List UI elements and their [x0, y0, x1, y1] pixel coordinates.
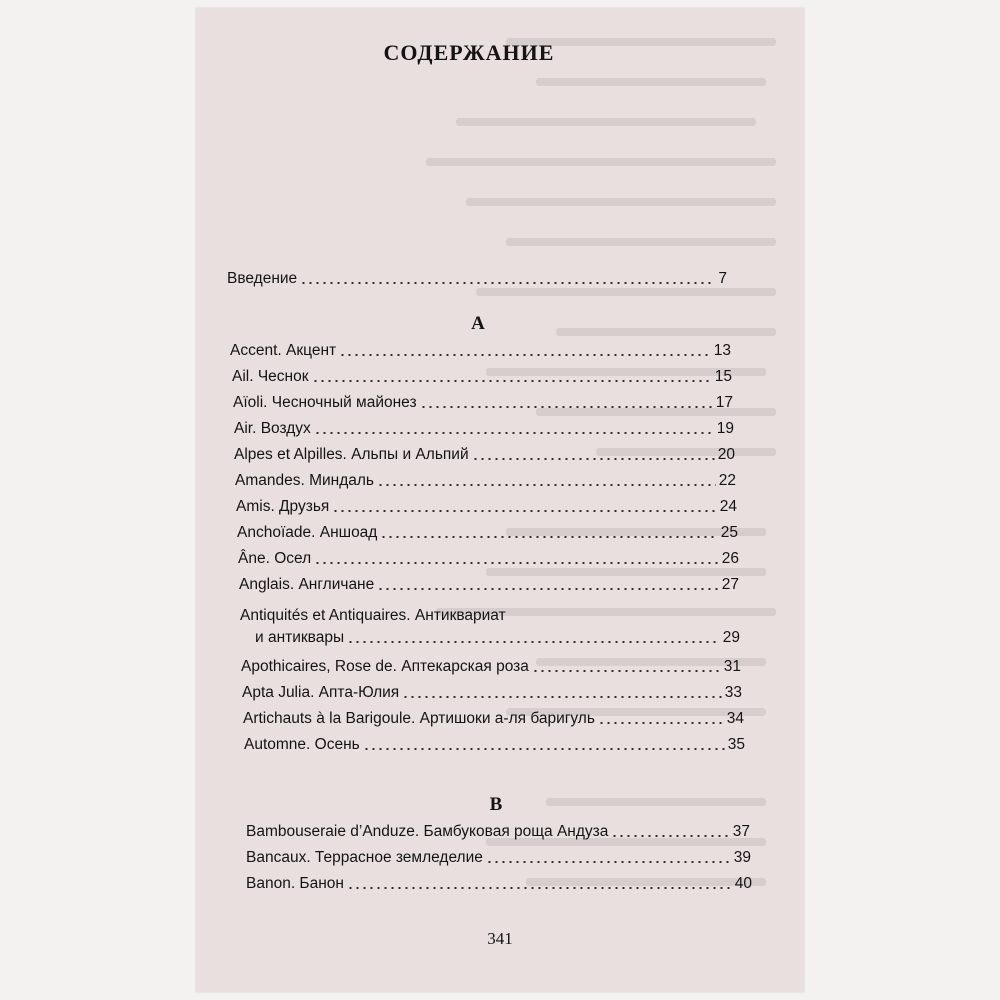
- dot-leader: [339, 354, 711, 356]
- toc-entry-title: Alpes et Alpilles. Альпы и Альпий: [234, 446, 469, 463]
- toc-entry-title: Anchoïade. Аншоад: [237, 524, 378, 541]
- toc-entry-page: 40: [734, 875, 752, 892]
- toc-entry-title: Aïoli. Чесночный майонез: [233, 394, 417, 411]
- toc-entry-title: Amandes. Миндаль: [235, 472, 375, 489]
- dot-leader: [380, 536, 717, 538]
- toc-entry[interactable]: [255, 627, 740, 649]
- dot-leader: [532, 670, 721, 672]
- toc-entry[interactable]: [236, 496, 737, 518]
- toc-entry-page: 37: [732, 823, 750, 840]
- toc-entry-title: и антиквары: [255, 629, 345, 646]
- toc-entry-page: 22: [718, 472, 736, 489]
- dot-leader: [402, 696, 722, 698]
- dot-leader: [332, 510, 716, 512]
- toc-entry-page: 25: [720, 524, 738, 541]
- dot-leader: [312, 380, 712, 382]
- toc-entry[interactable]: [234, 444, 735, 466]
- toc-entry[interactable]: [241, 656, 741, 678]
- toc-heading: СОДЕРЖАНИЕ: [383, 40, 555, 65]
- dot-leader: [611, 835, 729, 837]
- toc-entry[interactable]: [232, 366, 732, 388]
- toc-entry[interactable]: [235, 470, 736, 492]
- toc-entry-introduction[interactable]: [227, 268, 727, 290]
- dot-leader: [472, 458, 715, 460]
- toc-entry[interactable]: [246, 873, 752, 895]
- toc-entry-page: 35: [727, 736, 745, 753]
- toc-entry-page: 24: [719, 498, 737, 515]
- toc-entry-page: 39: [733, 849, 751, 866]
- toc-entry-page: 19: [716, 420, 734, 437]
- toc-entry-page: 33: [724, 684, 742, 701]
- toc-entry-title-line-1[interactable]: Antiquités et Antiquaires. Антиквариат: [240, 607, 506, 624]
- toc-entry[interactable]: [234, 418, 734, 440]
- toc-entry-page: 15: [714, 368, 732, 385]
- toc-entry[interactable]: [237, 522, 738, 544]
- toc-entry-page: 7: [718, 270, 727, 287]
- toc-entry-page: 34: [726, 710, 744, 727]
- toc-entry[interactable]: [246, 821, 750, 843]
- toc-entry-title: Bancaux. Террасное земледелие: [246, 849, 483, 866]
- toc-entry-title: Apta Julia. Апта-Юлия: [242, 684, 400, 701]
- toc-entry-title: Accent. Акцент: [230, 342, 337, 359]
- toc-entry[interactable]: [233, 392, 733, 414]
- dot-leader: [598, 722, 724, 724]
- dot-leader: [347, 641, 720, 643]
- page-number: 341: [487, 929, 513, 948]
- toc-entry-page: 27: [721, 576, 739, 593]
- toc-entry-title: Amis. Друзья: [236, 498, 330, 515]
- toc-entry-page: 20: [717, 446, 735, 463]
- toc-entry-page: 31: [723, 658, 741, 675]
- toc-entry-title: Âne. Осел: [238, 550, 312, 567]
- dot-leader: [377, 484, 716, 486]
- dot-leader: [377, 588, 719, 590]
- section-letter-b: B: [489, 794, 503, 815]
- toc-entry-page: 29: [722, 629, 740, 646]
- toc-entry-title: Air. Воздух: [234, 420, 311, 437]
- toc-entry-title: Anglais. Англичане: [239, 576, 375, 593]
- toc-entry[interactable]: [242, 682, 742, 704]
- dot-leader: [486, 861, 731, 863]
- toc-entry-title: Automne. Осень: [244, 736, 360, 753]
- toc-entry-title: Apothicaires, Rose de. Аптекарская роза: [241, 658, 529, 675]
- toc-entry-title: Ail. Чеснок: [232, 368, 309, 385]
- toc-entry-page: 13: [713, 342, 731, 359]
- dot-leader: [314, 432, 714, 434]
- dot-leader: [314, 562, 719, 564]
- toc-entry-page: 26: [721, 550, 739, 567]
- toc-entry[interactable]: [246, 847, 751, 869]
- dot-leader: [363, 748, 725, 750]
- toc-entry-title: Введение: [227, 270, 298, 287]
- toc-entry-title: Bambouseraie d’Anduze. Бамбуковая роща Андуза: [246, 823, 609, 840]
- dot-leader: [347, 887, 732, 889]
- dot-leader: [300, 282, 715, 284]
- dot-leader: [420, 406, 713, 408]
- toc-entry[interactable]: [243, 708, 744, 730]
- toc-entry-title: Artichauts à la Barigoule. Артишоки а-ля баригуль: [243, 710, 595, 727]
- toc-entry[interactable]: [238, 548, 739, 570]
- toc-entry-page: 17: [715, 394, 733, 411]
- toc-entry[interactable]: [230, 340, 731, 362]
- section-letter-a: A: [471, 313, 485, 334]
- toc-entry[interactable]: [244, 734, 745, 756]
- toc-entry[interactable]: [239, 574, 739, 596]
- toc-entry-title: Banon. Банон: [246, 875, 344, 892]
